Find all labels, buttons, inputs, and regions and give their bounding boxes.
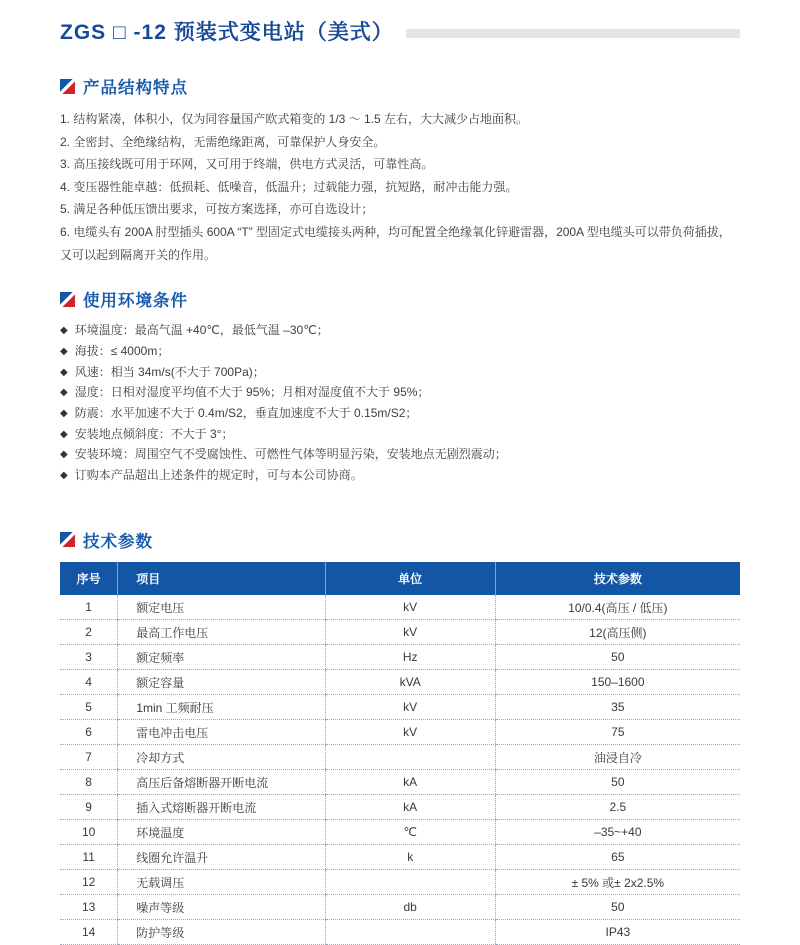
feature-item: 6. 电缆头有 200A 肘型插头 600A “T” 型固定式电缆接头两种，均可配置全绝缘氧化锌避雷器，200A 型电缆头可以带负荷插拔，又可以起到隔离开关的作用。 (60, 224, 731, 262)
features-heading: 产品结构特点 (83, 79, 188, 97)
specs-table-row (60, 720, 740, 745)
specs-cell: 7 (60, 745, 118, 770)
specs-cell: 35 (495, 695, 740, 720)
section-marker-icon (60, 532, 75, 547)
specs-cell: 线圈允许温升 (118, 845, 325, 870)
specs-cell: 环境温度 (118, 820, 325, 845)
specs-table (60, 562, 740, 945)
specs-cell: 10/0.4(高压 / 低压) (495, 595, 740, 620)
specs-cell: 额定容量 (118, 670, 325, 695)
feature-item: 3. 高压接线既可用于环网，又可用于终端，供电方式灵活，可靠性高。 (60, 157, 434, 172)
specs-cell: kV (325, 720, 495, 745)
specs-cell: 2.5 (495, 795, 740, 820)
environment-item-text: 安装环境：周围空气不受腐蚀性、可燃性气体等明显污染，安装地点无剧烈震动； (74, 447, 507, 462)
specs-column-header: 序号 (60, 562, 118, 595)
specs-cell: 冷却方式 (118, 745, 325, 770)
environment-item-text: 订购本产品超出上述条件的规定时，可与本公司协商。 (74, 468, 363, 483)
specs-cell: 1 (60, 595, 118, 620)
section-technical-parameters (60, 528, 740, 945)
specs-cell: 8 (60, 770, 118, 795)
environment-item (60, 466, 740, 487)
specs-cell: 65 (495, 845, 740, 870)
specs-cell: 50 (495, 645, 740, 670)
specs-cell: 最高工作电压 (118, 620, 325, 645)
environment-item-text: 防震：水平加速不大于 0.4m/S2，垂直加速度不大于 0.15m/S2； (74, 405, 418, 420)
specs-cell: ℃ (325, 820, 495, 845)
features-list (60, 108, 740, 266)
environment-item-text: 海拔：≤ 4000m； (74, 343, 170, 358)
specs-cell: 50 (495, 770, 740, 795)
specs-table-row (60, 895, 740, 920)
specs-cell: 75 (495, 720, 740, 745)
specs-cell: Hz (325, 645, 495, 670)
environment-item-text: 风速：相当 34m/s(不大于 700Pa)； (74, 364, 265, 379)
section-environment-conditions (60, 287, 740, 487)
section-heading-row (60, 287, 740, 311)
specs-cell: 12(高压侧) (495, 620, 740, 645)
environment-list (60, 321, 740, 487)
diamond-bullet-icon: ◆ (60, 387, 68, 399)
page-title: ZGS □ -12 预装式变电站（美式） (60, 21, 394, 44)
environment-item-text: 湿度：日相对湿度平均值不大于 95%；月相对湿度值不大于 95%； (74, 385, 430, 400)
environment-item-text: 安装地点倾斜度：不大于 3°； (74, 426, 234, 441)
specs-cell: 插入式熔断器开断电流 (118, 795, 325, 820)
specs-column-header: 项目 (118, 562, 325, 595)
feature-item: 1. 结构紧凑，体积小，仅为同容量国产欧式箱变的 1/3 ～ 1.5 左右，大大减少占地面积。 (60, 112, 529, 126)
specs-table-row (60, 820, 740, 845)
specs-cell: kVA (325, 670, 495, 695)
specs-cell: k (325, 845, 495, 870)
diamond-bullet-icon: ◆ (60, 407, 68, 419)
section-heading-row (60, 74, 740, 98)
specs-table-row (60, 870, 740, 895)
specs-header-row (60, 562, 740, 595)
title-decor-bar (406, 29, 740, 38)
specs-cell: 高压后备熔断器开断电流 (118, 770, 325, 795)
specs-cell: ± 5% 或± 2x2.5% (495, 870, 740, 895)
specs-cell: 油浸自冷 (495, 745, 740, 770)
specs-cell: 防护等级 (118, 920, 325, 945)
environment-item (60, 445, 740, 466)
diamond-bullet-icon: ◆ (60, 428, 68, 440)
specs-cell: 5 (60, 695, 118, 720)
specs-cell: 4 (60, 670, 118, 695)
specs-table-row (60, 620, 740, 645)
environment-heading: 使用环境条件 (83, 292, 188, 311)
specs-table-row (60, 920, 740, 945)
specs-table-row (60, 595, 740, 620)
specs-cell (325, 920, 495, 945)
specs-cell: 额定电压 (118, 595, 325, 620)
specs-cell: 1min 工频耐压 (118, 695, 325, 720)
environment-item (60, 363, 740, 384)
environment-item (60, 425, 740, 446)
feature-item: 4. 变压器性能卓越：低损耗、低噪音，低温升；过载能力强，抗短路，耐冲击能力强。 (60, 179, 518, 194)
specs-cell: 150–1600 (495, 670, 740, 695)
specs-cell: db (325, 895, 495, 920)
specs-cell: 50 (495, 895, 740, 920)
environment-item (60, 383, 740, 404)
specs-heading: 技术参数 (83, 532, 153, 551)
section-marker-icon (60, 79, 75, 94)
specs-cell: 14 (60, 920, 118, 945)
environment-item (60, 404, 740, 425)
specs-cell: kA (325, 795, 495, 820)
specs-cell: IP43 (495, 920, 740, 945)
environment-item (60, 342, 740, 363)
diamond-bullet-icon: ◆ (60, 345, 68, 357)
specs-cell: 噪声等级 (118, 895, 325, 920)
environment-item-text: 环境温度：最高气温 +40℃，最低气温 –30℃； (74, 323, 329, 338)
specs-cell: 13 (60, 895, 118, 920)
specs-cell: 11 (60, 845, 118, 870)
specs-cell: 雷电冲击电压 (118, 720, 325, 745)
specs-table-head (60, 562, 740, 595)
page-header (60, 16, 740, 46)
specs-cell: kV (325, 595, 495, 620)
feature-item: 5. 满足各种低压馈出要求，可按方案选择，亦可自选设计； (60, 202, 374, 217)
section-heading-row (60, 528, 740, 552)
diamond-bullet-icon: ◆ (60, 470, 68, 482)
specs-table-row (60, 770, 740, 795)
section-marker-icon (60, 292, 75, 307)
diamond-bullet-icon: ◆ (60, 449, 68, 461)
specs-table-row (60, 695, 740, 720)
specs-cell: –35~+40 (495, 820, 740, 845)
specs-table-row (60, 795, 740, 820)
specs-table-row (60, 845, 740, 870)
specs-cell: kV (325, 620, 495, 645)
environment-item (60, 321, 740, 342)
specs-table-body (60, 595, 740, 945)
specs-table-row (60, 645, 740, 670)
specs-cell: 9 (60, 795, 118, 820)
specs-cell: kV (325, 695, 495, 720)
specs-cell: 10 (60, 820, 118, 845)
diamond-bullet-icon: ◆ (60, 366, 68, 378)
specs-cell (325, 745, 495, 770)
specs-table-row (60, 745, 740, 770)
specs-cell: 3 (60, 645, 118, 670)
specs-table-row (60, 670, 740, 695)
specs-cell: 额定频率 (118, 645, 325, 670)
section-product-features (60, 74, 740, 266)
specs-column-header: 技术参数 (495, 562, 740, 595)
specs-cell: 2 (60, 620, 118, 645)
specs-cell: kA (325, 770, 495, 795)
specs-cell: 6 (60, 720, 118, 745)
feature-item: 2. 全密封、全绝缘结构，无需绝缘距离，可靠保护人身安全。 (60, 134, 386, 149)
specs-cell: 12 (60, 870, 118, 895)
diamond-bullet-icon: ◆ (60, 325, 68, 337)
specs-cell (325, 870, 495, 895)
specs-cell: 无载调压 (118, 870, 325, 895)
specs-column-header: 单位 (325, 562, 495, 595)
